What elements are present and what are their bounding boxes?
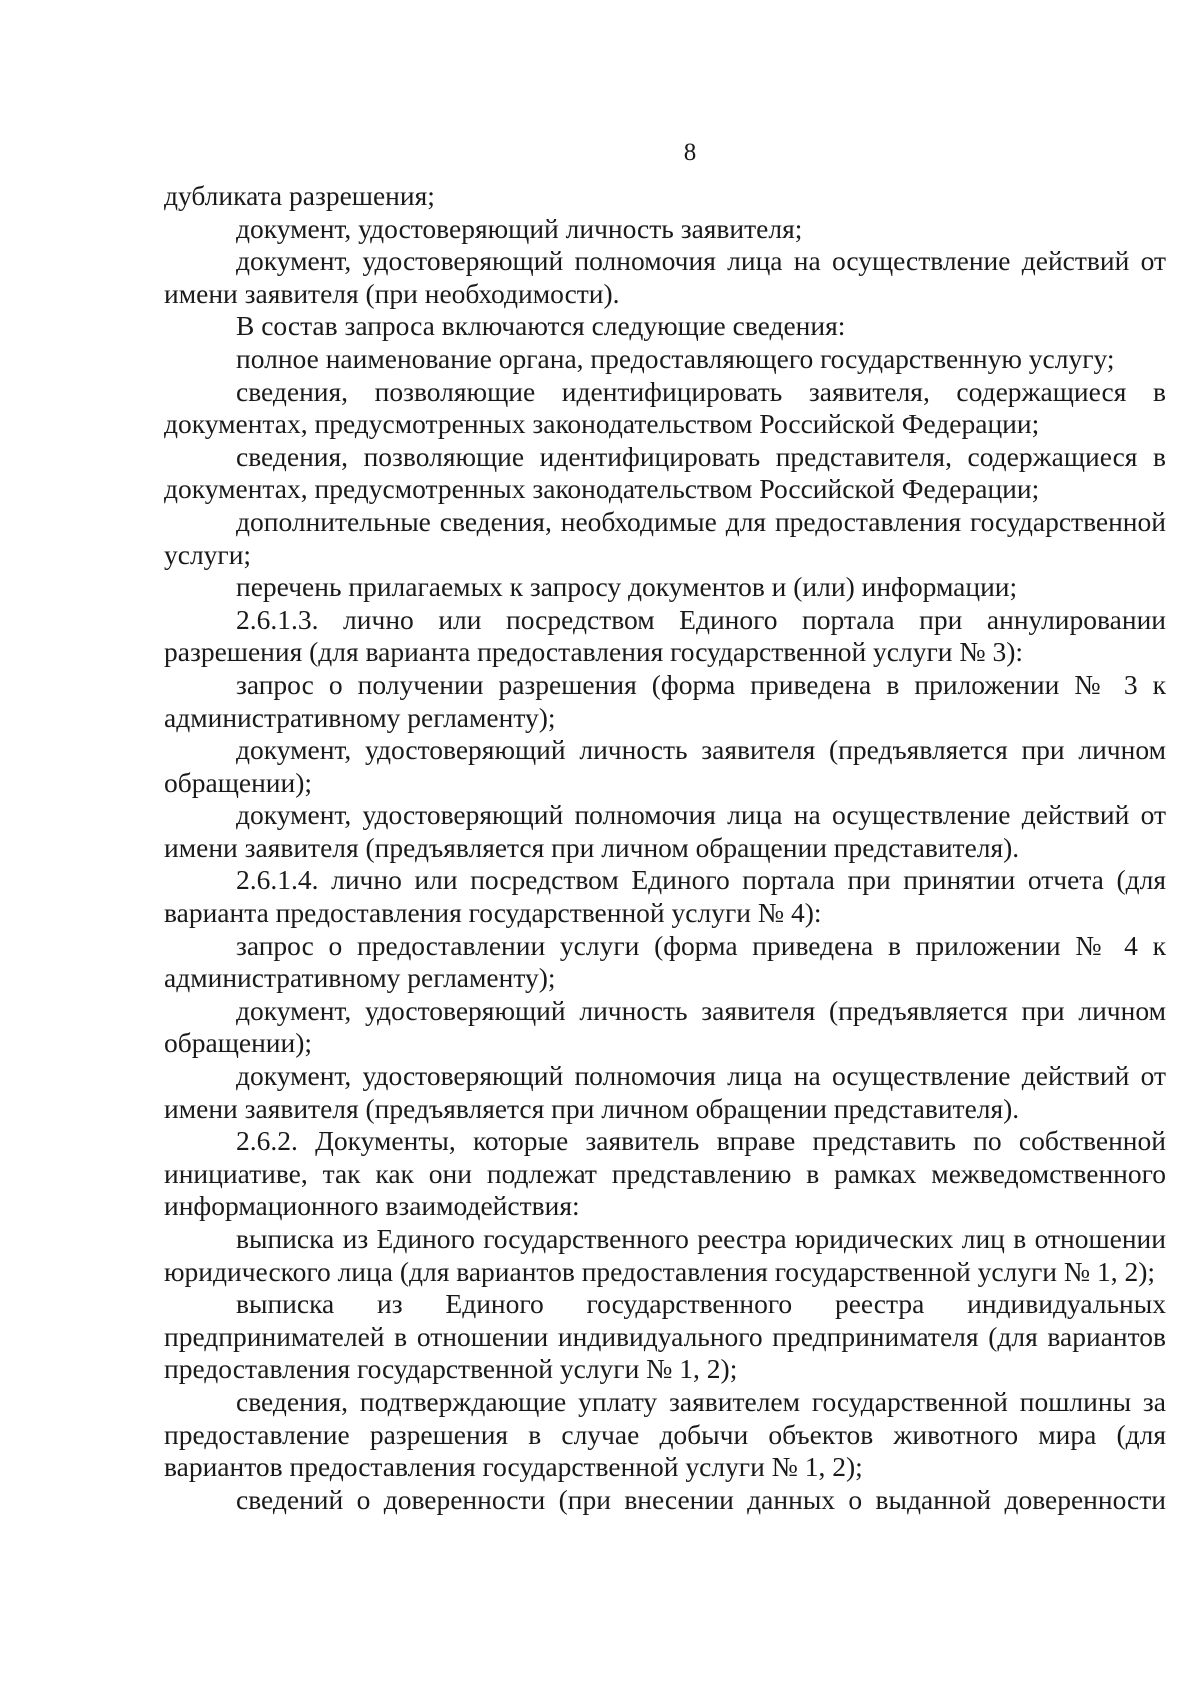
paragraph: сведения, позволяющие идентифицировать представителя, содержащиеся в документах, предусмотренных законодательством Российской Федерации; (164, 440, 1166, 505)
paragraph: 2.6.1.3. лично или посредством Единого портала при аннулировании разрешения (для варианта предоставления государственной услуги № 3): (164, 603, 1166, 668)
paragraph: дополнительные сведения, необходимые для предоставления государственной услуги; (164, 505, 1166, 570)
paragraph: сведения, позволяющие идентифицировать заявителя, содержащиеся в документах, предусмотренных законодательством Российской Федерации; (164, 375, 1166, 440)
paragraph: документ, удостоверяющий личность заявителя (предъявляется при личном обращении); (164, 994, 1166, 1059)
paragraph: 2.6.2. Документы, которые заявитель вправе представить по собственной инициативе, так как они подлежат представлению в рамках межведомственного информационного взаимодействия: (164, 1125, 1166, 1222)
paragraph: выписка из Единого государственного реестра индивидуальных предпринимателей в отношении индивидуального предпринимателя (для вариантов предоставления государственной услуги № 1, 2); (164, 1288, 1166, 1385)
paragraph: документ, удостоверяющий личность заявителя (предъявляется при личном обращении); (164, 734, 1166, 798)
paragraph: документ, удостоверяющий личность заявителя; (236, 212, 803, 244)
paragraph: сведений о доверенности (при внесении данных о выданной доверенности (236, 1483, 1166, 1515)
paragraph: перечень прилагаемых к запросу документов и (или) информации; (236, 571, 1018, 603)
document-body (164, 180, 1166, 1516)
paragraph: дубликата разрешения; (164, 180, 435, 211)
paragraph: выписка из Единого государственного реестра юридических лиц в отношении юридического лица (для вариантов предоставления государственной услуги № 1, 2); (164, 1223, 1166, 1287)
paragraph: В состав запроса включаются следующие сведения: (236, 310, 846, 342)
page-number: 8 (683, 139, 697, 166)
paragraph: запрос о предоставлении услуги (форма приведена в приложении № 4 к административному регламенту); (164, 929, 1166, 994)
paragraph: документ, удостоверяющий полномочия лица на осуществление действий от имени заявителя (при необходимости). (164, 245, 1166, 309)
paragraph: запрос о получении разрешения (форма приведена в приложении № 3 к административному регламенту); (164, 668, 1166, 733)
paragraph: документ, удостоверяющий полномочия лица на осуществление действий от имени заявителя (предъявляется при личном обращении представителя). (164, 1060, 1166, 1124)
paragraph: документ, удостоверяющий полномочия лица на осуществление действий от имени заявителя (предъявляется при личном обращении представителя). (164, 799, 1166, 863)
paragraph: сведения, подтверждающие уплату заявителем государственной пошлины за предоставление разрешения в случае добычи объектов животного мира (для вариантов предоставления государственной услуги № 1, 2); (164, 1385, 1166, 1483)
paragraph: 2.6.1.4. лично или посредством Единого портала при принятии отчета (для варианта предоставления государственной услуги № 4): (164, 864, 1166, 929)
paragraph: полное наименование органа, предоставляющего государственную услугу; (236, 342, 1115, 374)
